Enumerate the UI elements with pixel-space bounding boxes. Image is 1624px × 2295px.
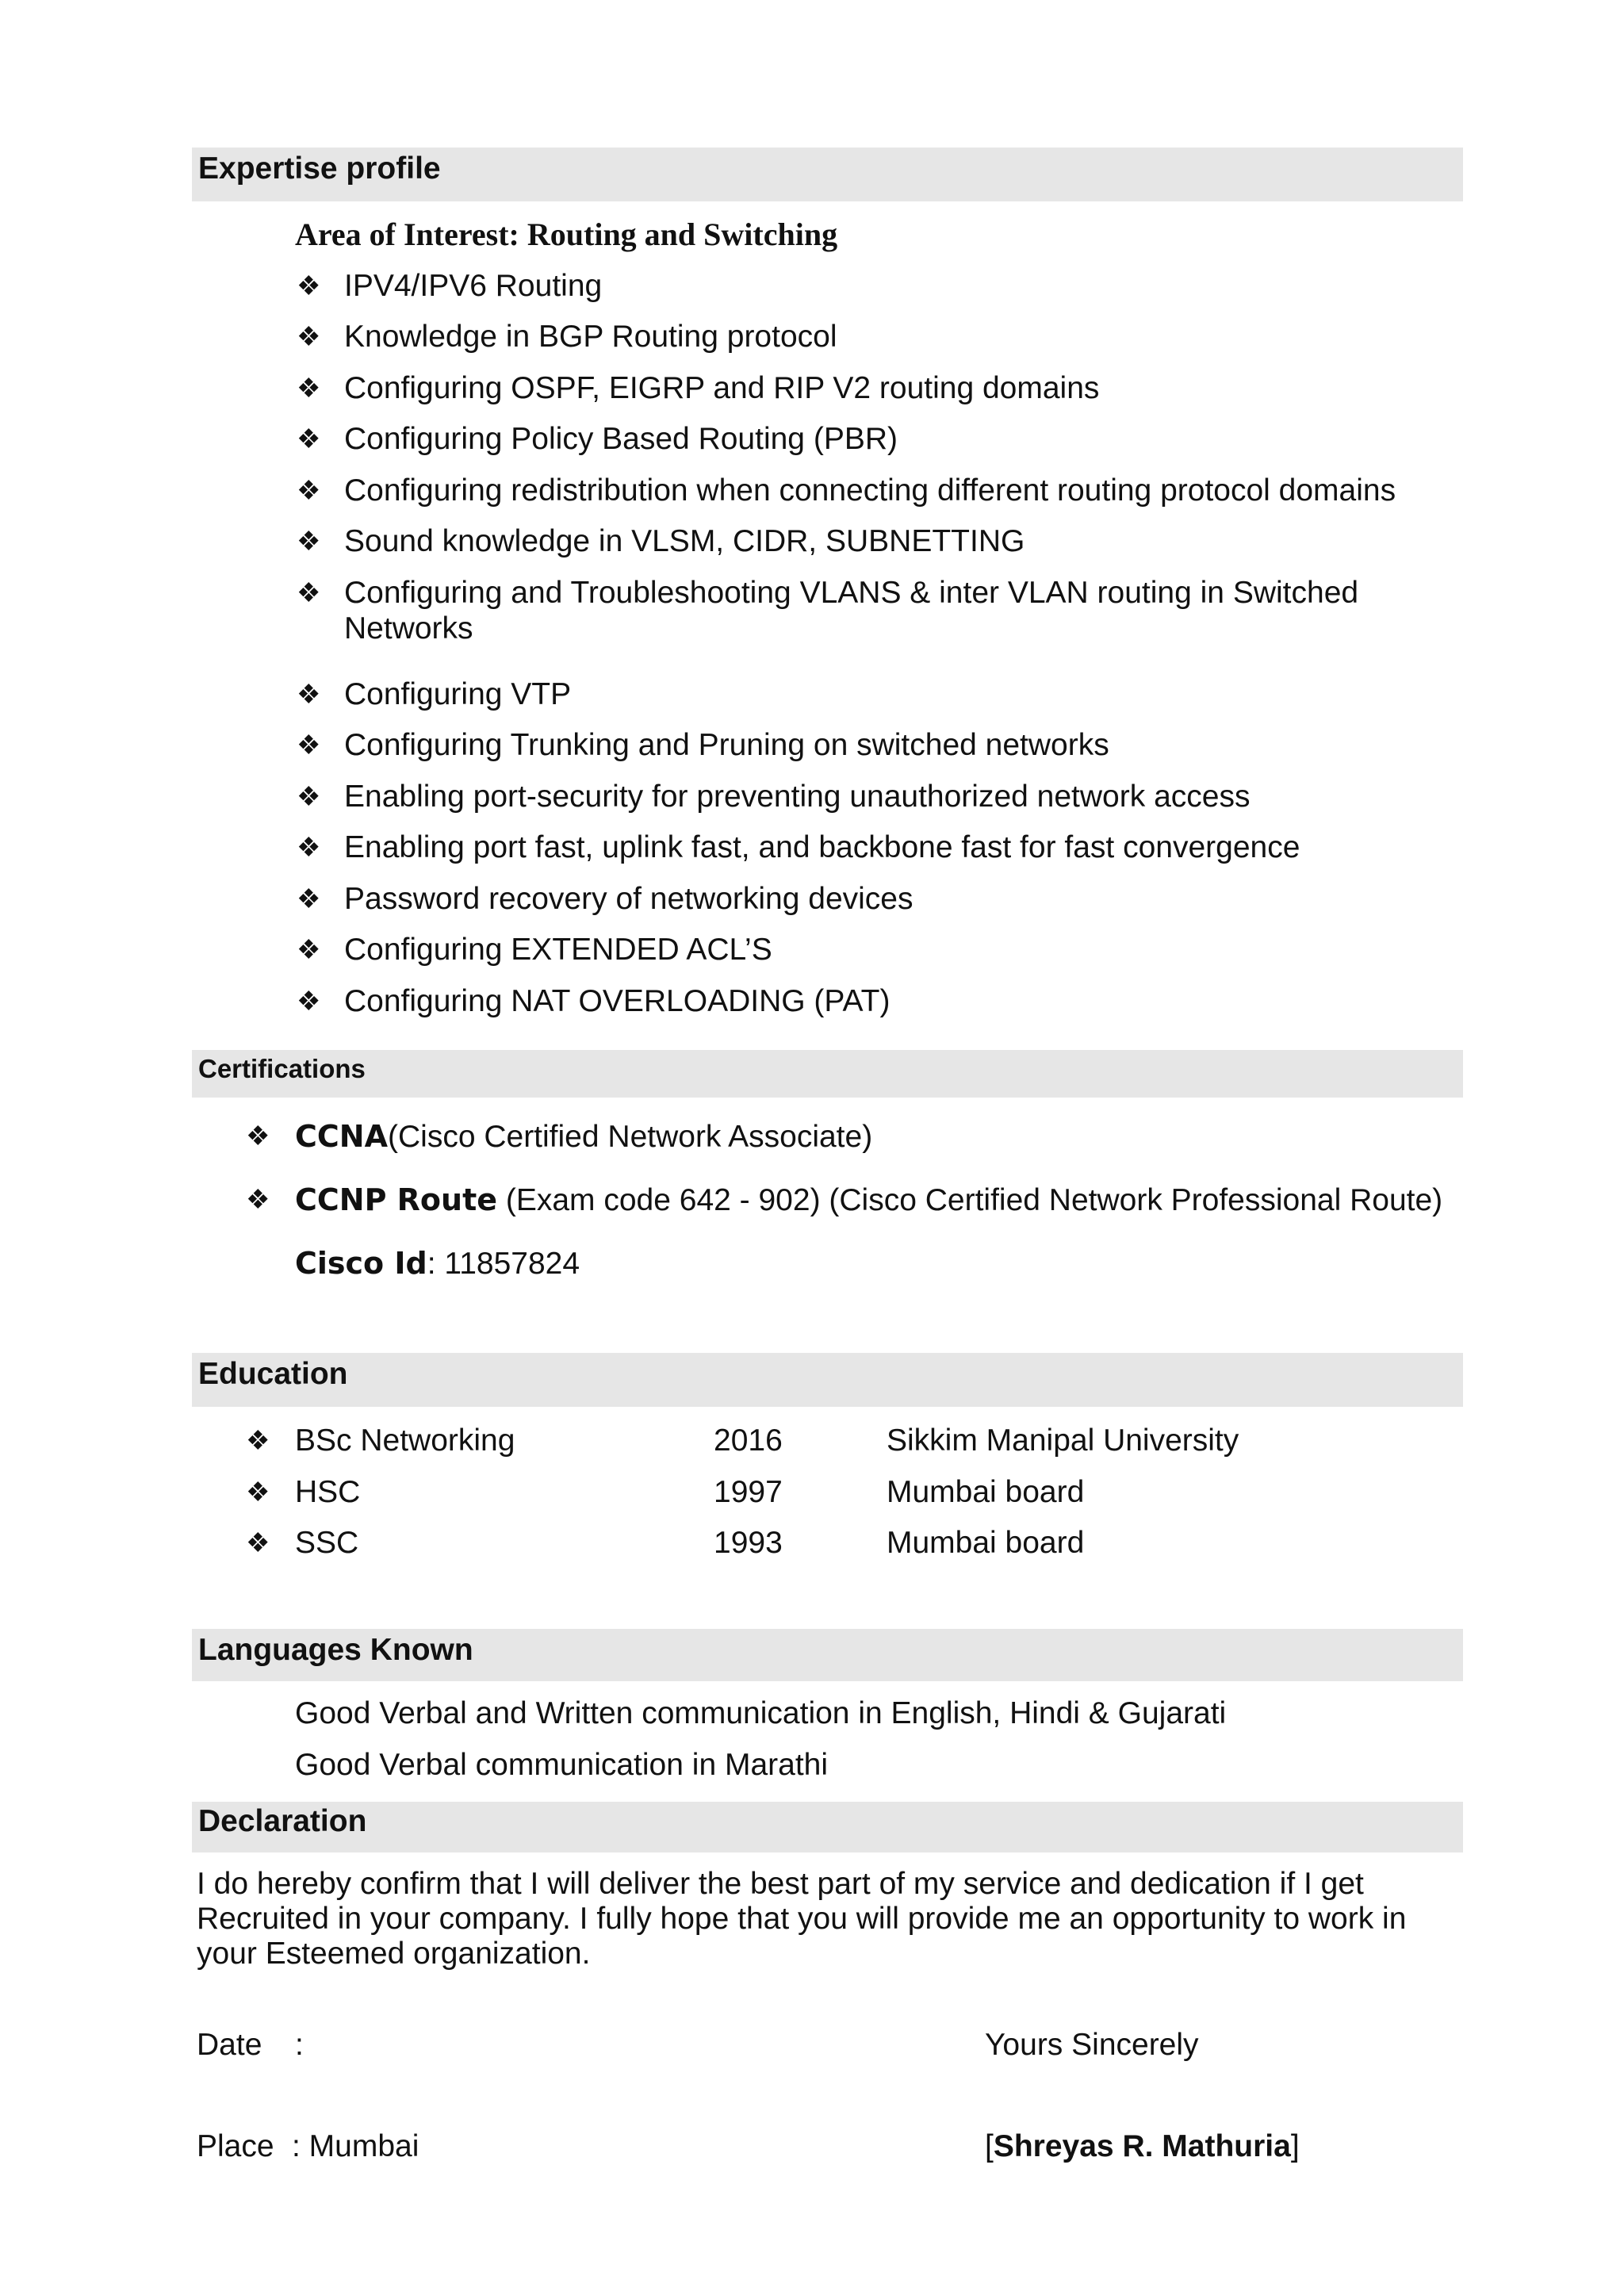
cisco-id [295,1245,580,1282]
signature-name-block [985,2128,1300,2165]
bullet-icon: ❖ [297,680,321,710]
expertise-heading: Expertise profile [198,151,441,186]
languages-heading: Languages Known [198,1633,473,1667]
cert-ccna [295,1118,872,1155]
education-board: Mumbai board [887,1475,1085,1509]
education-heading-bar [192,1353,1463,1407]
declaration-line: your Esteemed organization. [197,1937,591,1971]
bullet-icon: ❖ [246,1477,270,1508]
bullet-icon: ❖ [246,1121,270,1151]
bullet-icon: ❖ [297,987,321,1017]
bullet-icon: ❖ [297,884,321,914]
expertise-item-continuation: Networks [344,611,473,646]
expertise-item: Configuring and Troubleshooting VLANS & inter VLAN routing in Switched [344,576,1359,610]
cert-ccnp-detail: (Exam code 642 - 902) (Cisco Certified Network Professional Route) [497,1183,1443,1217]
signature-name: Shreyas R. Mathuria [993,2129,1291,2163]
place-value: : Mumbai [292,2129,419,2163]
education-degree: BSc Networking [295,1423,515,1458]
expertise-item: IPV4/IPV6 Routing [344,269,603,303]
date-value: : [295,2028,304,2062]
education-year: 2016 [714,1423,783,1458]
expertise-item: Sound knowledge in VLSM, CIDR, SUBNETTING [344,524,1025,558]
expertise-item: Configuring EXTENDED ACL’S [344,933,772,967]
bullet-icon: ❖ [297,374,321,404]
expertise-item: Knowledge in BGP Routing protocol [344,320,837,354]
expertise-item: Configuring VTP [344,677,572,711]
bullet-icon: ❖ [297,935,321,965]
bullet-icon: ❖ [297,322,321,352]
closing-text: Yours Sincerely [985,2028,1199,2062]
bullet-icon: ❖ [297,782,321,812]
declaration-line: Recruited in your company. I fully hope that you will provide me an opportunity to work in [197,1902,1407,1936]
expertise-item: Password recovery of networking devices [344,882,914,916]
expertise-item: Configuring OSPF, EIGRP and RIP V2 routing domains [344,371,1100,405]
cert-ccna-detail: (Cisco Certified Network Associate) [388,1120,873,1154]
cert-ccnp [295,1182,1442,1219]
date-label: Date [197,2028,262,2062]
bracket-close: ] [1290,2129,1300,2163]
education-degree: HSC [295,1475,361,1509]
education-year: 1997 [714,1475,783,1509]
expertise-item: Configuring NAT OVERLOADING (PAT) [344,984,891,1018]
expertise-item: Configuring Trunking and Pruning on switched networks [344,728,1109,762]
cisco-id-label: Cisco Id [295,1246,427,1281]
certifications-heading-bar [192,1050,1463,1098]
expertise-item: Configuring redistribution when connecting different routing protocol domains [344,473,1396,508]
expertise-heading-bar [192,148,1463,201]
bullet-icon: ❖ [297,476,321,506]
expertise-item: Enabling port-security for preventing unauthorized network access [344,780,1251,814]
expertise-item: Enabling port fast, uplink fast, and backbone fast for fast convergence [344,830,1300,864]
area-of-interest-subheading: Area of Interest: Routing and Switching [295,216,838,252]
bullet-icon: ❖ [297,833,321,863]
bracket-open: [ [985,2129,994,2163]
bullet-icon: ❖ [246,1528,270,1558]
certifications-heading: Certifications [198,1054,366,1083]
bullet-icon: ❖ [297,271,321,301]
education-degree: SSC [295,1526,359,1560]
education-board: Sikkim Manipal University [887,1423,1239,1458]
education-year: 1993 [714,1526,783,1560]
bullet-icon: ❖ [297,424,321,454]
education-heading: Education [198,1357,348,1391]
languages-heading-bar [192,1629,1463,1681]
bullet-icon: ❖ [297,527,321,557]
expertise-item: Configuring Policy Based Routing (PBR) [344,422,898,456]
language-line: Good Verbal and Written communication in English, Hindi & Gujarati [295,1696,1227,1730]
bullet-icon: ❖ [246,1185,270,1215]
declaration-heading: Declaration [198,1804,367,1838]
bullet-icon: ❖ [297,730,321,761]
language-line: Good Verbal communication in Marathi [295,1748,829,1782]
bullet-icon: ❖ [246,1426,270,1456]
place-label: Place [197,2129,274,2163]
education-board: Mumbai board [887,1526,1085,1560]
bullet-icon: ❖ [297,578,321,608]
cisco-id-value: : 11857824 [427,1247,580,1281]
cert-ccna-name: CCNA [295,1119,388,1154]
declaration-heading-bar [192,1802,1463,1852]
declaration-line: I do hereby confirm that I will deliver the best part of my service and dedication if I get [197,1867,1364,1901]
cert-ccnp-name: CCNP Route [295,1182,498,1217]
